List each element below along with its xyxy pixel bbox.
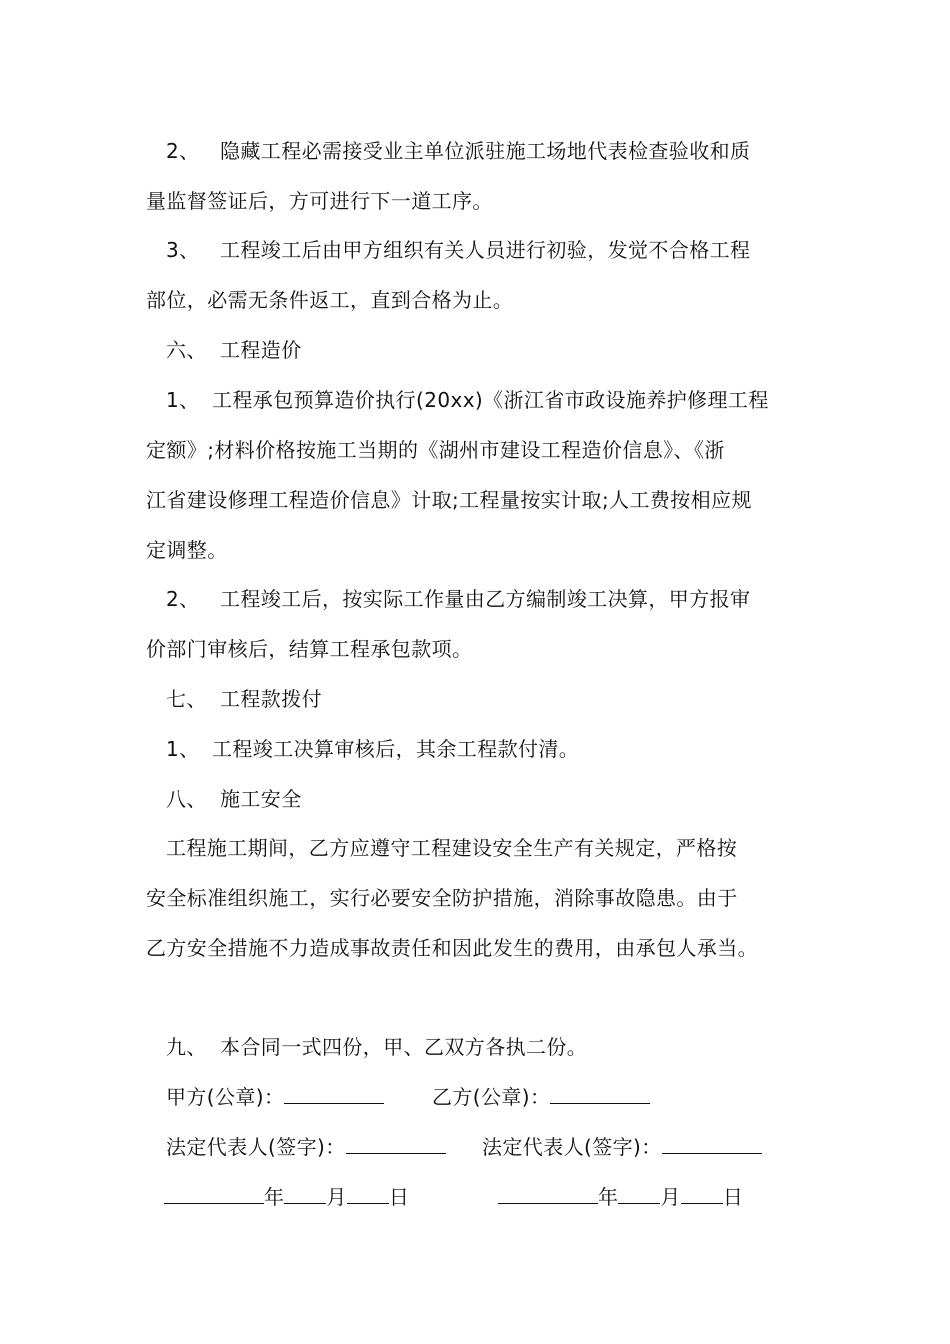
section-title: 工程款拨付	[220, 687, 322, 711]
section-title: 工程造价	[220, 338, 302, 362]
section-number: 七、	[166, 687, 207, 711]
clause-6-2-line-2: 价部门审核后，结算工程承包款项。	[146, 637, 473, 661]
clause-5-3-line-1	[166, 236, 750, 264]
party-b-seal-row	[432, 1083, 650, 1111]
section-title: 本合同一式四份，甲、乙双方各执二份。	[220, 1035, 588, 1059]
clause-6-1-line-2: 定额》;材料价格按施工当期的《湖州市建设工程造价信息》、《浙	[146, 438, 725, 462]
month-label: 月	[660, 1185, 681, 1209]
section-9-heading	[166, 1033, 587, 1061]
paragraph-8-line-2: 安全标准组织施工，实行必要安全防护措施，消除事故隐患。由于	[146, 886, 738, 910]
year-label: 年	[598, 1185, 619, 1209]
day-blank	[681, 1183, 723, 1204]
section-6-heading	[166, 336, 302, 364]
section-number: 八、	[166, 787, 207, 811]
year-label: 年	[264, 1185, 285, 1209]
party-a-seal-blank	[284, 1083, 384, 1104]
legal-rep-b-row	[482, 1133, 762, 1161]
clause-7-1	[166, 735, 579, 763]
day-blank	[347, 1183, 389, 1204]
clause-text: 工程竣工决算审核后，其余工程款付清。	[212, 737, 580, 761]
paragraph-8-line-3: 乙方安全措施不力造成事故责任和因此发生的费用，由承包人承当。	[146, 936, 758, 960]
party-a-seal-row	[166, 1083, 384, 1111]
legal-rep-b-label: 法定代表人(签字)：	[482, 1135, 662, 1159]
section-number: 六、	[166, 338, 207, 362]
month-label: 月	[326, 1185, 347, 1209]
day-label: 日	[722, 1185, 744, 1209]
clause-6-1-line-1	[166, 386, 769, 414]
clause-6-2-line-1	[166, 585, 750, 613]
legal-rep-a-blank	[346, 1133, 446, 1154]
clause-number: 1、	[166, 388, 200, 412]
clause-number: 2、	[166, 139, 200, 163]
party-a-seal-label: 甲方(公章)：	[166, 1085, 285, 1109]
clause-5-2-line-2: 量监督签证后，方可进行下一道工序。	[146, 189, 493, 213]
year-blank	[164, 1183, 264, 1204]
clause-5-3-line-2: 部位，必需无条件返工，直到合格为止。	[146, 288, 514, 312]
section-7-heading	[166, 685, 322, 713]
month-blank	[284, 1183, 326, 1204]
section-8-heading	[166, 785, 302, 813]
clause-6-1-line-3: 江省建设修理工程造价信息》计取;工程量按实计取;人工费按相应规	[146, 488, 752, 512]
clause-text: 工程承包预算造价执行(20xx)《浙江省市政设施养护修理工程	[212, 388, 769, 412]
year-blank	[498, 1183, 598, 1204]
day-label: 日	[388, 1185, 410, 1209]
clause-number: 3、	[166, 238, 200, 262]
legal-rep-a-row	[166, 1133, 446, 1161]
paragraph-8-line-1: 工程施工期间，乙方应遵守工程建设安全生产有关规定，严格按	[166, 836, 738, 860]
clause-6-1-line-4: 定调整。	[146, 538, 228, 562]
clause-text: 工程竣工后由甲方组织有关人员进行初验，发觉不合格工程	[220, 238, 751, 262]
date-row-b	[498, 1183, 743, 1211]
party-b-seal-label: 乙方(公章)：	[432, 1085, 551, 1109]
clause-5-2-line-1	[166, 137, 750, 165]
clause-text: 隐藏工程必需接受业主单位派驻施工场地代表检查验收和质	[220, 139, 751, 163]
clause-number: 1、	[166, 737, 200, 761]
legal-rep-a-label: 法定代表人(签字)：	[166, 1135, 346, 1159]
clause-text: 工程竣工后，按实际工作量由乙方编制竣工决算，甲方报审	[220, 587, 751, 611]
month-blank	[618, 1183, 660, 1204]
section-title: 施工安全	[220, 787, 302, 811]
party-b-seal-blank	[550, 1083, 650, 1104]
legal-rep-b-blank	[662, 1133, 762, 1154]
date-row-a	[164, 1183, 409, 1211]
section-number: 九、	[166, 1035, 207, 1059]
clause-number: 2、	[166, 587, 200, 611]
